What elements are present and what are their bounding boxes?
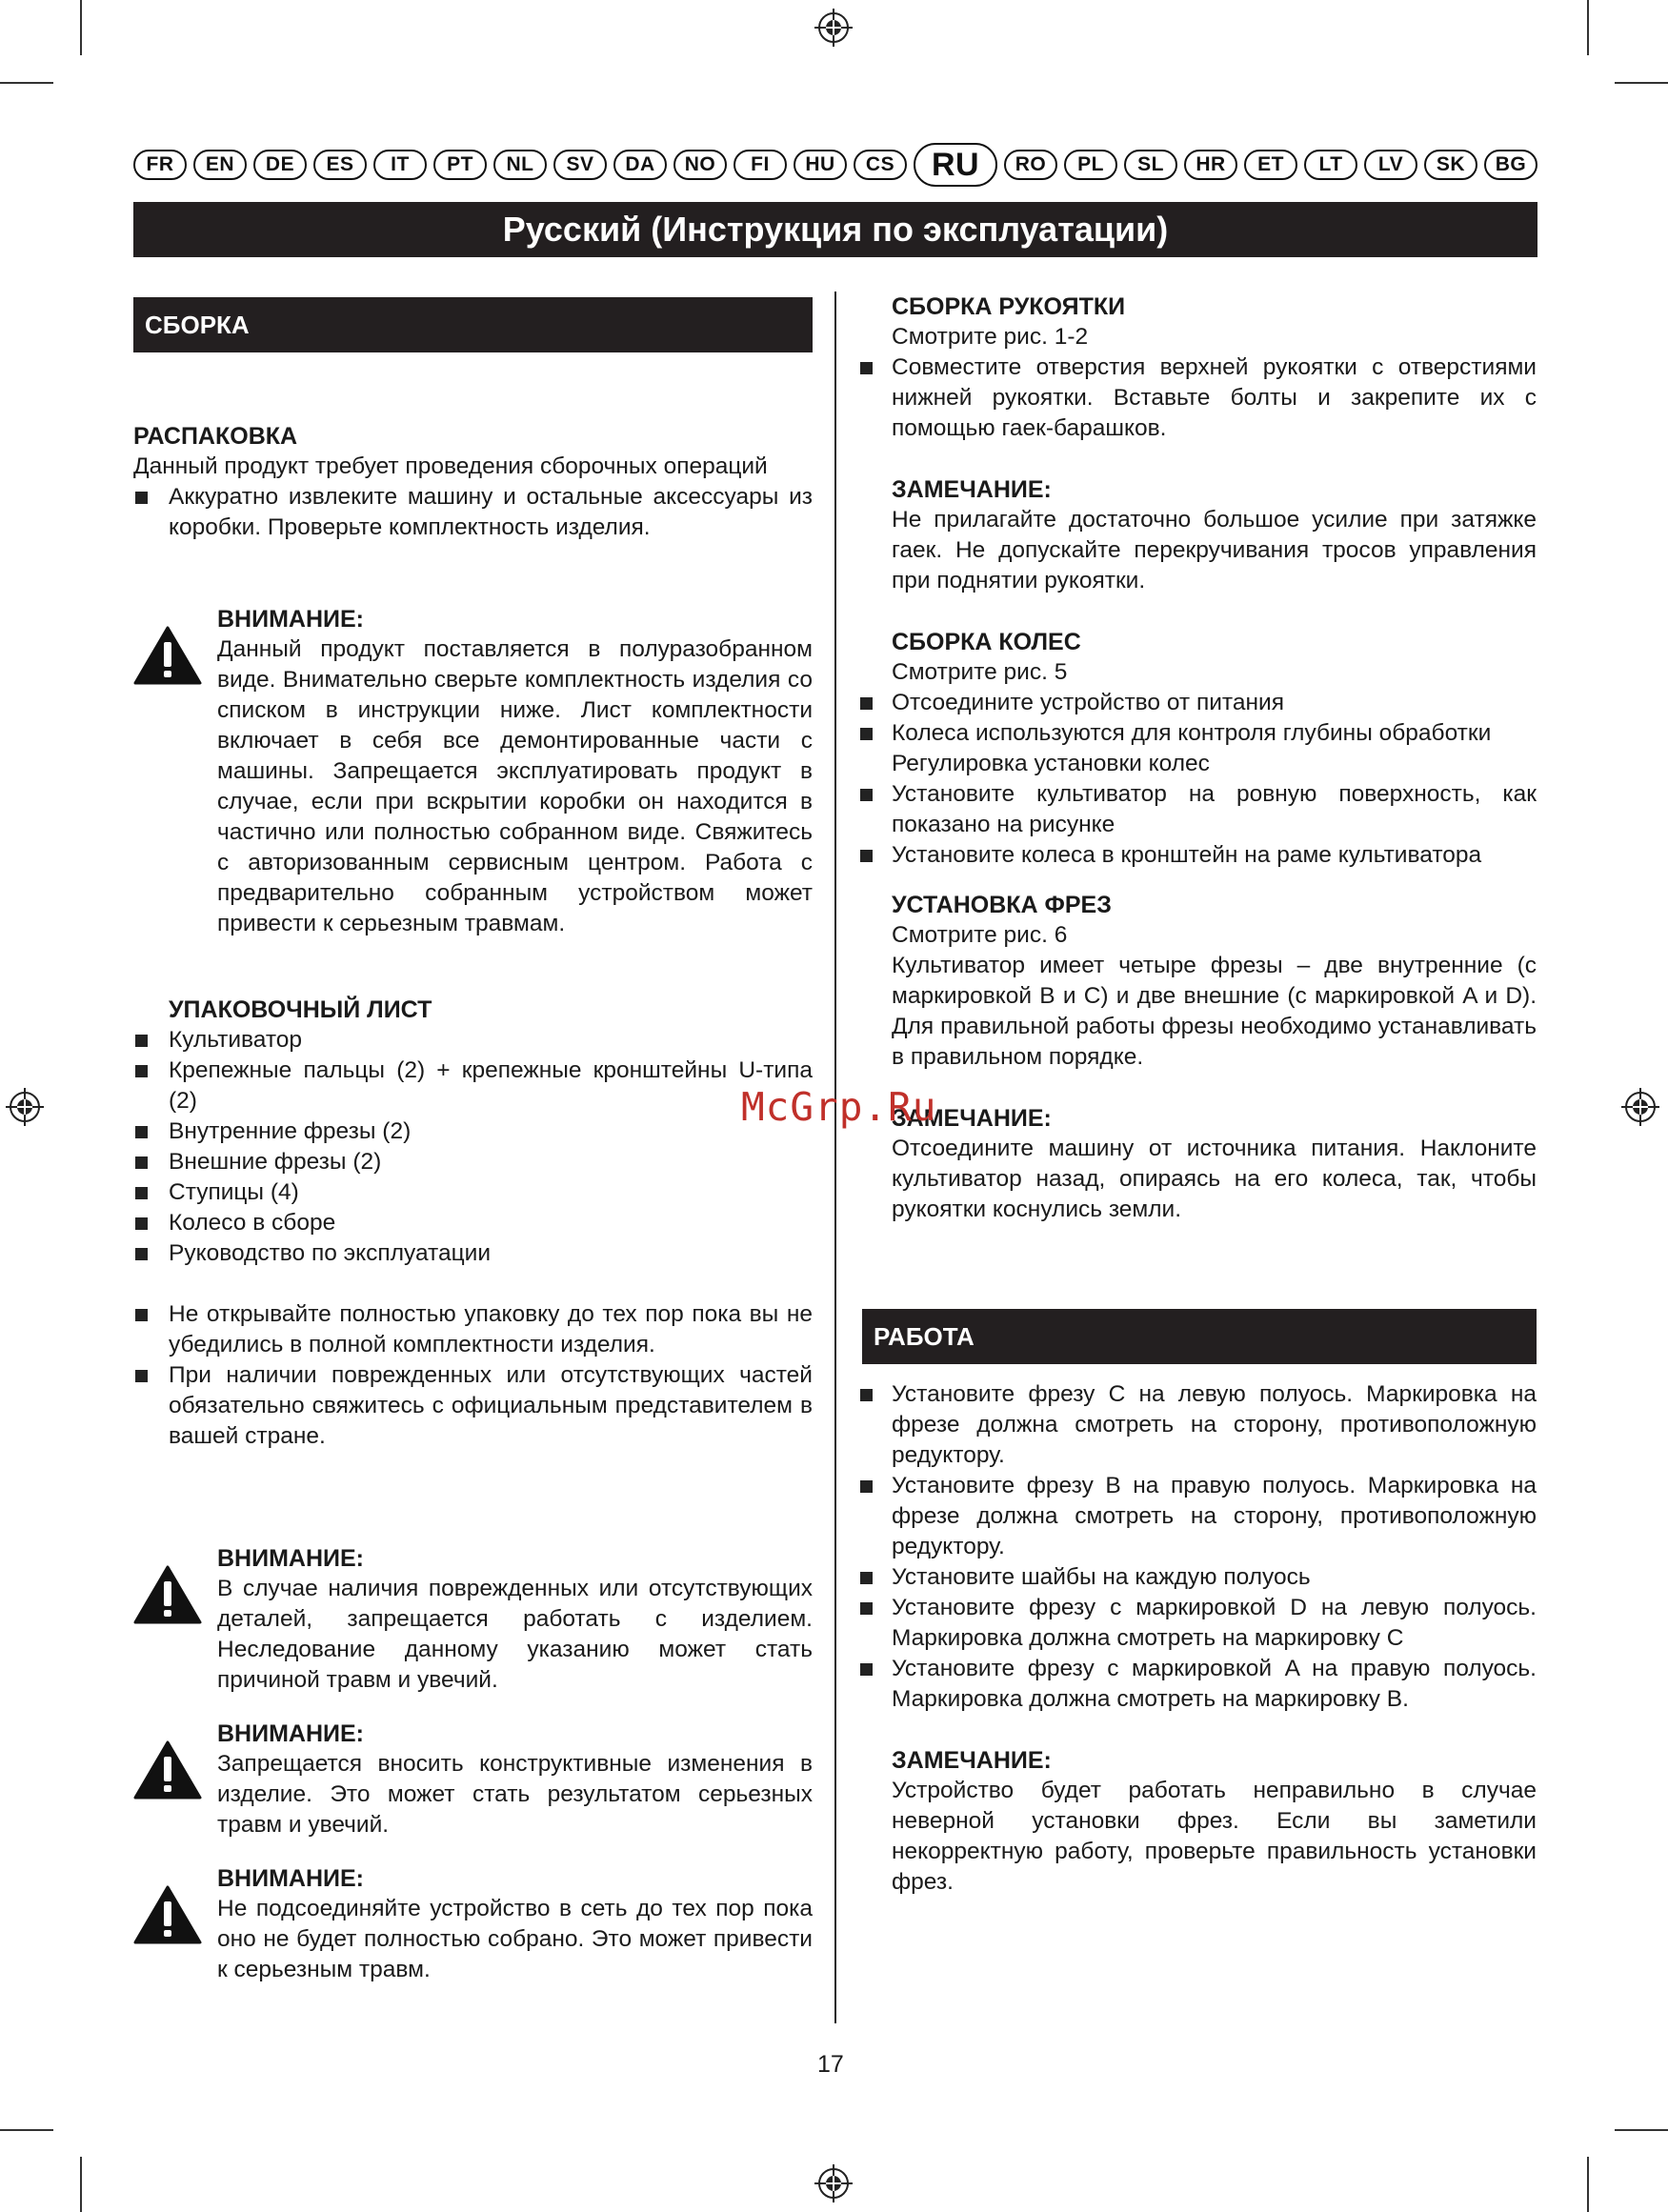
handle-heading: СБОРКА РУКОЯТКИ	[892, 293, 1126, 320]
wheels-subheading: Регулировка установки колес	[892, 751, 1210, 776]
warning-title: ВНИМАНИЕ:	[217, 1545, 364, 1572]
list-item: Культиватор	[133, 1025, 813, 1056]
warning-text: Данный продукт поставляется в полуразобранном виде. Внимательно сверьте комплектность изделия со списком в инструкции ниже. Лист комплектности включает в себя все демонтированные части с машины. Запрещается эксплуатировать продукт в случае, если при вскрытии коробки он находится в частично или полностью собранном виде. Свяжитесь с авторизованным сервисным центром. Работа с предварительно собранным устройством может привести к серьезным травмам.	[217, 636, 813, 936]
lang-lt: LT	[1304, 150, 1357, 180]
watermark: McGrp.Ru	[741, 1084, 937, 1130]
right-column	[862, 292, 1537, 1898]
bullet-icon	[135, 1370, 148, 1382]
warning-text: Запрещается вносить конструктивные изменения в изделие. Это может стать результатом серьезных травм и увечий.	[217, 1751, 813, 1838]
note-title: ЗАМЕЧАНИЕ:	[892, 1105, 1052, 1132]
list-item: Колеса используются для контроля глубины обработки	[862, 718, 1537, 749]
bullet-icon	[860, 697, 873, 710]
lang-bg: BG	[1484, 150, 1537, 180]
warning-block	[133, 1543, 813, 1696]
lang-pt: PT	[433, 150, 487, 180]
wheels-ref: Смотрите рис. 5	[892, 659, 1068, 685]
work-list	[862, 1379, 1537, 1715]
crop-mark	[1587, 0, 1589, 55]
column-divider	[834, 292, 836, 2023]
list-item: Внутренние фрезы (2)	[133, 1116, 813, 1147]
bullet-icon	[135, 1187, 148, 1199]
handle-ref: Смотрите рис. 1-2	[892, 324, 1089, 350]
tines-heading: УСТАНОВКА ФРЕЗ	[892, 892, 1112, 918]
bullet-icon	[135, 1126, 148, 1138]
lang-et: ET	[1244, 150, 1297, 180]
note-text: Отсоедините машину от источника питания. Наклоните культиватор назад, опираясь на его колеса, так, чтобы рукоятки коснулись земли.	[892, 1136, 1537, 1222]
bullet-icon	[860, 1572, 873, 1584]
warning-icon	[133, 604, 217, 939]
lang-da: DA	[613, 150, 667, 180]
bullet-icon	[860, 1389, 873, 1401]
bullet-icon	[860, 789, 873, 801]
warning-title: ВНИМАНИЕ:	[217, 606, 364, 633]
lang-nl: NL	[493, 150, 547, 180]
bullet-icon	[135, 492, 148, 504]
bullet-icon	[860, 1480, 873, 1493]
warning-icon	[133, 1719, 217, 1840]
crosshair-icon	[1621, 1088, 1659, 1126]
lang-fr: FR	[133, 150, 187, 180]
warning-title: ВНИМАНИЕ:	[217, 1865, 364, 1892]
bullet-icon	[860, 728, 873, 740]
registration-mark-top	[814, 9, 853, 47]
registration-mark-bottom	[814, 2164, 853, 2202]
unpack-text: Данный продукт требует проведения сборочных операций	[133, 453, 768, 479]
lang-hu: HU	[794, 150, 847, 180]
crosshair-icon	[814, 9, 853, 47]
crop-mark	[1615, 82, 1668, 84]
bullet-icon	[135, 1065, 148, 1077]
page-title: Русский (Инструкция по эксплуатации)	[133, 202, 1537, 257]
bullet-icon	[860, 1602, 873, 1615]
lang-it: IT	[373, 150, 427, 180]
packing-list	[133, 1025, 813, 1269]
warning-block	[133, 1719, 813, 1840]
bullet-icon	[860, 850, 873, 862]
warning-block	[133, 604, 813, 939]
wheels-list	[862, 688, 1537, 749]
bullet-icon	[135, 1156, 148, 1169]
section-header-operation: РАБОТА	[862, 1309, 1537, 1364]
bullet-icon	[135, 1217, 148, 1230]
packing-heading: УПАКОВОЧНЫЙ ЛИСТ	[169, 996, 432, 1023]
crop-mark	[1587, 2157, 1589, 2212]
handle-list	[862, 352, 1537, 444]
lang-de: DE	[253, 150, 307, 180]
warning-icon	[133, 1863, 217, 1985]
note-text: Устройство будет работать неправильно в случае неверной установки фрез. Если вы заметили некорректную работу, проверьте правильность установки фрез.	[892, 1778, 1537, 1895]
list-item: Руководство по эксплуатации	[133, 1238, 813, 1269]
lang-ru-active: RU	[914, 143, 997, 187]
warning-title: ВНИМАНИЕ:	[217, 1720, 364, 1747]
list-item: Установите фрезу с маркировкой A на правую полуось. Маркировка должна смотреть на маркировку B.	[862, 1654, 1537, 1715]
list-item: Колесо в сборе	[133, 1208, 813, 1238]
list-item: Крепежные пальцы (2) + крепежные кронштейны U-типа (2)	[133, 1056, 813, 1116]
lang-cs: CS	[854, 150, 907, 180]
crop-mark	[1615, 2129, 1668, 2131]
lang-sv: SV	[553, 150, 607, 180]
unpack-list	[133, 482, 813, 543]
note-title: ЗАМЕЧАНИЕ:	[892, 1747, 1052, 1774]
unpack-heading: РАСПАКОВКА	[133, 423, 298, 450]
registration-mark-left	[6, 1088, 44, 1126]
bullet-icon	[860, 1663, 873, 1676]
bullet-icon	[135, 1035, 148, 1047]
warning-text: В случае наличия поврежденных или отсутствующих деталей, запрещается работать с изделием. Неследование данному указанию может стать причиной травм и увечий.	[217, 1576, 813, 1693]
list-item: Установите фрезу B на правую полуось. Маркировка на фрезе должна смотреть на сторону, противоположную редуктору.	[862, 1471, 1537, 1562]
list-item: Установите фрезу C на левую полуось. Маркировка на фрезе должна смотреть на сторону, противоположную редуктору.	[862, 1379, 1537, 1471]
note-title: ЗАМЕЧАНИЕ:	[892, 476, 1052, 503]
lang-ro: RO	[1004, 150, 1057, 180]
packing-notes	[133, 1299, 813, 1452]
list-item: Установите шайбы на каждую полуось	[862, 1562, 1537, 1593]
crop-mark	[80, 0, 82, 55]
lang-sk: SK	[1424, 150, 1477, 180]
lang-sl: SL	[1124, 150, 1177, 180]
crosshair-icon	[814, 2164, 853, 2202]
lang-pl: PL	[1064, 150, 1117, 180]
language-bar	[133, 143, 1537, 187]
note-text: Не прилагайте достаточно большое усилие при затяжке гаек. Не допускайте перекручивания тросов управления при поднятии рукоятки.	[892, 507, 1537, 593]
list-item: Ступицы (4)	[133, 1177, 813, 1208]
crop-mark	[0, 2129, 53, 2131]
list-item: Отсоедините устройство от питания	[862, 688, 1537, 718]
list-item: Установите культиватор на ровную поверхность, как показано на рисунке	[862, 779, 1537, 840]
section-header-assembly: СБОРКА	[133, 297, 813, 352]
list-item: Не открывайте полностью упаковку до тех пор пока вы не убедились в полной комплектности изделия.	[133, 1299, 813, 1360]
lang-lv: LV	[1364, 150, 1417, 180]
list-item: При наличии поврежденных или отсутствующих частей обязательно свяжитесь с официальным представителем в вашей стране.	[133, 1360, 813, 1452]
wheels-list-2	[862, 779, 1537, 871]
registration-mark-right	[1621, 1088, 1659, 1126]
lang-es: ES	[313, 150, 367, 180]
warning-text: Не подсоединяйте устройство в сеть до тех пор пока оно не будет полностью собрано. Это может привести к серьезным травм.	[217, 1896, 813, 1982]
lang-en: EN	[193, 150, 247, 180]
crop-mark	[80, 2157, 82, 2212]
list-item: Совместите отверстия верхней рукоятки с отверстиями нижней рукоятки. Вставьте болты и закрепите их с помощью гаек-барашков.	[862, 352, 1537, 444]
tines-ref: Смотрите рис. 6	[892, 922, 1068, 948]
lang-no: NO	[673, 150, 727, 180]
list-item: Аккуратно извлеките машину и остальные аксессуары из коробки. Проверьте комплектность изделия.	[133, 482, 813, 543]
warning-icon	[133, 1543, 217, 1696]
lang-fi: FI	[734, 150, 787, 180]
lang-hr: HR	[1184, 150, 1237, 180]
tines-text: Культиватор имеет четыре фрезы – две внутренние (с маркировкой B и C) и две внешние (с маркировкой A и D). Для правильной работы фрезы необходимо устанавливать в правильном порядке.	[892, 953, 1537, 1070]
page-number: 17	[817, 2051, 844, 2078]
left-column	[133, 297, 813, 1985]
bullet-icon	[135, 1248, 148, 1260]
crosshair-icon	[6, 1088, 44, 1126]
warning-block	[133, 1863, 813, 1985]
bullet-icon	[860, 362, 873, 374]
bullet-icon	[135, 1309, 148, 1321]
list-item: Установите колеса в кронштейн на раме культиватора	[862, 840, 1537, 871]
list-item: Установите фрезу с маркировкой D на левую полуось. Маркировка должна смотреть на маркировку C	[862, 1593, 1537, 1654]
wheels-heading: СБОРКА КОЛЕС	[892, 629, 1081, 655]
crop-mark	[0, 82, 53, 84]
list-item: Внешние фрезы (2)	[133, 1147, 813, 1177]
